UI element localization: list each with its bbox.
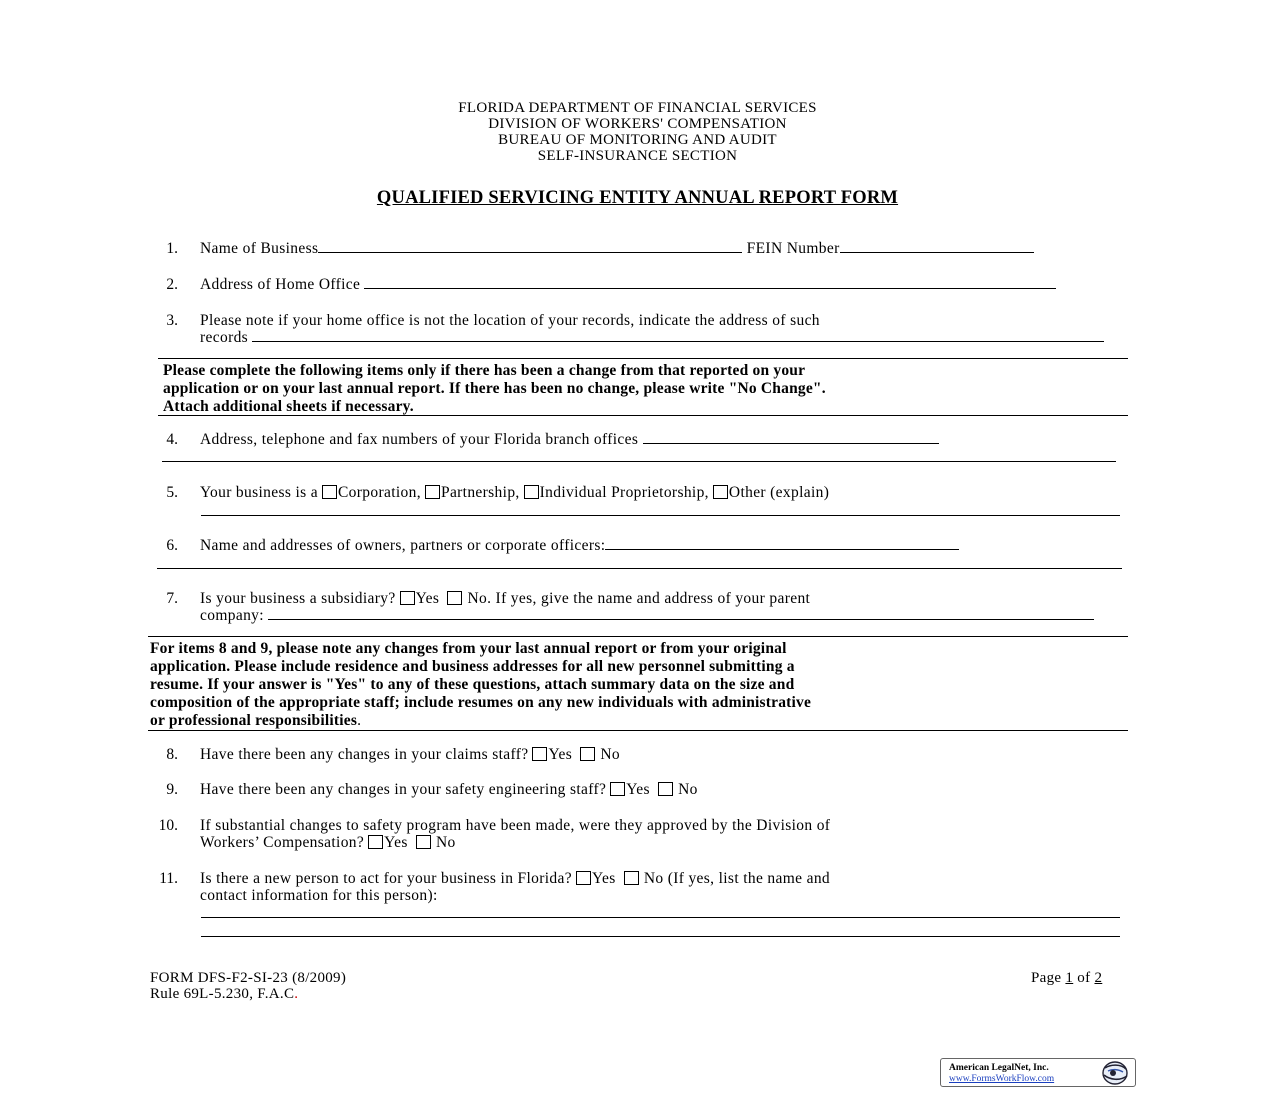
new-person-contact-field-1[interactable]: [201, 917, 1120, 918]
owners-officers-field-line-2[interactable]: [157, 568, 1122, 569]
item-3-line-1: Please note if your home office is not the location of your records, indicate the address of such: [200, 312, 820, 329]
corporation-checkbox[interactable]: [322, 485, 337, 499]
safety-staff-no-checkbox[interactable]: [658, 782, 673, 796]
item-8-number: 8.: [166, 746, 178, 763]
item-8-row: [200, 746, 620, 763]
notice-2-text: [150, 640, 811, 730]
notice-2-line-2: application. Please include residence and business addresses for all new personnel submitting a: [150, 658, 795, 675]
safety-staff-yes-label: Yes: [626, 781, 650, 798]
item-10-line-1: If substantial changes to safety program have been made, were they approved by the Division of: [200, 817, 831, 834]
item-4-number: 4.: [166, 431, 178, 448]
item-11-label: Is there a new person to act for your business in Florida?: [200, 870, 572, 887]
safety-staff-no-label: No: [678, 781, 698, 798]
notice-2-bottom-rule: [148, 730, 1128, 731]
page-total: 2: [1094, 970, 1103, 986]
individual-proprietorship-label: Individual Proprietorship,: [539, 484, 709, 501]
notice-1-line-3: Attach additional sheets if necessary.: [163, 398, 414, 415]
notice-2-line-5: or professional responsibilities: [150, 712, 358, 729]
item-9-label: Have there been any changes in your safety engineering staff?: [200, 781, 607, 798]
item-7-label: Is your business a subsidiary?: [200, 590, 396, 607]
item-11-row: [200, 870, 830, 887]
safety-program-no-label: No: [435, 834, 456, 851]
notice-2-end-period: .: [357, 712, 362, 729]
form-title: QUALIFIED SERVICING ENTITY ANNUAL REPORT FORM: [376, 188, 899, 208]
corporation-label: Corporation,: [337, 484, 421, 501]
new-person-no-checkbox[interactable]: [624, 871, 639, 885]
item-11-number: 11.: [159, 870, 178, 887]
item-10-line-2: Workers’ Compensation?: [200, 834, 365, 851]
item-1-label: Name of Business: [200, 240, 319, 257]
business-type-explain-field[interactable]: [201, 515, 1120, 516]
logo-url-link[interactable]: www.FormsWorkFlow.com: [949, 1074, 1055, 1084]
branch-offices-field[interactable]: [643, 431, 939, 444]
item-6-label: Name and addresses of owners, partners or corporate officers:: [200, 537, 606, 554]
safety-staff-yes-checkbox[interactable]: [610, 782, 625, 796]
item-6-row: [200, 537, 959, 554]
home-office-address-field[interactable]: [364, 276, 1056, 289]
item-9-row: [200, 781, 698, 798]
rule-reference: [150, 986, 298, 1003]
item-7-number: 7.: [166, 590, 178, 607]
header-line-2: DIVISION OF WORKERS' COMPENSATION: [488, 116, 787, 132]
item-8-label: Have there been any changes in your claims staff?: [200, 746, 529, 763]
new-person-contact-field-2[interactable]: [201, 936, 1120, 937]
rule-reference-text: Rule 69L-5.230, F.A.C: [150, 986, 295, 1002]
parent-company-field[interactable]: [268, 607, 1094, 620]
new-person-no-label: No (If yes, list the name and: [643, 870, 831, 887]
owners-officers-field[interactable]: [605, 537, 959, 550]
globe-icon: [1096, 1060, 1132, 1086]
item-7-line-2: company:: [200, 607, 264, 624]
page-current: 1: [1065, 970, 1074, 986]
logo-company-name: American LegalNet, Inc.: [949, 1063, 1049, 1073]
header-line-1: FLORIDA DEPARTMENT OF FINANCIAL SERVICES: [458, 100, 817, 116]
american-legalnet-logo[interactable]: [940, 1058, 1136, 1087]
claims-staff-yes-checkbox[interactable]: [532, 747, 547, 761]
item-10-number: 10.: [158, 817, 178, 834]
fein-number-field[interactable]: [840, 240, 1034, 253]
partnership-label: Partnership,: [440, 484, 520, 501]
page-label: Page: [1031, 970, 1062, 986]
notice-2-line-3: resume. If your answer is "Yes" to any of these questions, attach summary data on the size and: [150, 676, 795, 693]
item-1-row: [200, 240, 1034, 257]
item-7-row: [200, 590, 810, 607]
subsidiary-yes-label: Yes: [415, 590, 440, 607]
partnership-checkbox[interactable]: [425, 485, 440, 499]
notice-2-line-4: composition of the appropriate staff; include resumes on any new individuals with administrative: [150, 694, 812, 711]
notice-2-top-rule: [148, 636, 1128, 637]
claims-staff-no-checkbox[interactable]: [580, 747, 595, 761]
item-1-number: 1.: [166, 240, 178, 257]
notice-1-text: [163, 362, 826, 416]
item-2-label: Address of Home Office: [200, 276, 361, 293]
notice-1-line-2: application or on your last annual report. If there has been no change, please write "No Change".: [163, 380, 826, 397]
item-10-row-2: [200, 834, 456, 851]
item-5-label: Your business is a: [200, 484, 318, 501]
notice-1-top-rule: [158, 358, 1128, 359]
item-5-row: [200, 484, 829, 501]
other-checkbox[interactable]: [713, 485, 728, 499]
safety-program-no-checkbox[interactable]: [416, 835, 431, 849]
individual-proprietorship-checkbox[interactable]: [524, 485, 539, 499]
other-label: Other (explain): [728, 484, 830, 501]
page-number: [1031, 970, 1102, 987]
item-11-line-2: contact information for this person):: [200, 887, 438, 904]
page-of: of: [1077, 970, 1091, 986]
item-4-label: Address, telephone and fax numbers of your Florida branch offices: [200, 431, 639, 448]
header-line-3: BUREAU OF MONITORING AND AUDIT: [498, 132, 777, 148]
item-6-number: 6.: [166, 537, 178, 554]
item-2-number: 2.: [166, 276, 178, 293]
form-id: FORM DFS-F2-SI-23 (8/2009): [150, 970, 347, 986]
new-person-yes-label: Yes: [591, 870, 616, 887]
item-7-row-2: [200, 607, 1094, 624]
item-3-row-2: [200, 329, 1104, 346]
item-5-number: 5.: [166, 484, 178, 501]
claims-staff-yes-label: Yes: [548, 746, 573, 763]
subsidiary-no-checkbox[interactable]: [447, 591, 462, 605]
fein-label: FEIN Number: [746, 240, 840, 257]
item-3-number: 3.: [166, 312, 178, 329]
item-2-row: [200, 276, 1056, 293]
subsidiary-no-label: No. If yes, give the name and address of your parent: [467, 590, 811, 607]
item-3-line-2: records: [200, 329, 249, 346]
safety-program-yes-label: Yes: [384, 834, 408, 851]
rule-reference-dot: .: [294, 986, 299, 1002]
records-address-field[interactable]: [252, 329, 1104, 342]
notice-1-bottom-rule: [158, 415, 1128, 416]
item-4-row: [200, 431, 939, 448]
safety-program-yes-checkbox[interactable]: [368, 835, 383, 849]
claims-staff-no-label: No: [600, 746, 620, 763]
new-person-yes-checkbox[interactable]: [576, 871, 591, 885]
business-name-field[interactable]: [318, 240, 742, 253]
subsidiary-yes-checkbox[interactable]: [400, 591, 415, 605]
item-9-number: 9.: [166, 781, 178, 798]
branch-offices-field-line-2[interactable]: [162, 461, 1116, 462]
header-line-4: SELF-INSURANCE SECTION: [537, 148, 738, 164]
notice-1-line-1: Please complete the following items only if there has been a change from that reported on your: [163, 362, 806, 379]
notice-2-line-1: For items 8 and 9, please note any changes from your last annual report or from your original: [150, 640, 787, 657]
